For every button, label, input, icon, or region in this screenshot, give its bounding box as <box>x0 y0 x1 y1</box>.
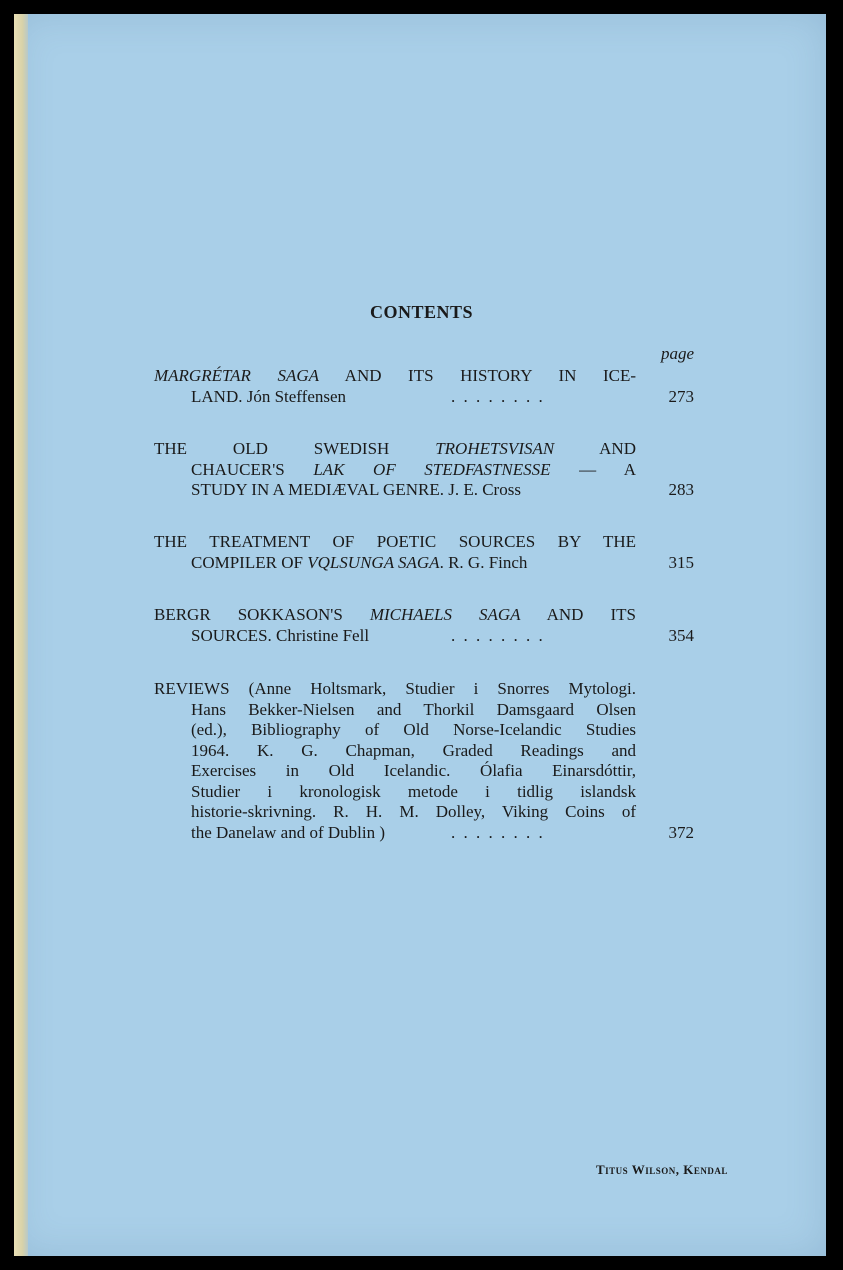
page-column-label: page <box>660 344 694 363</box>
dot-leader: . . . . . . . . <box>451 386 545 406</box>
toc-entry <box>154 605 694 646</box>
page-number: 372 <box>668 822 694 842</box>
entry-title-line: THE OLD SWEDISH TROHETSVISAN AND <box>154 439 636 458</box>
entry-author-line: SOURCES. Christine Fell . . . . . . . . 354 <box>191 625 694 645</box>
review-line: Exercises in Old Icelandic. Ólafia Einarsdóttir, <box>191 761 636 780</box>
entry-author-line: LAND. Jón Steffensen . . . . . . . . 273 <box>191 386 694 406</box>
page-number: 283 <box>668 480 694 499</box>
toc-entry <box>154 366 694 407</box>
toc-entry-reviews <box>154 679 694 843</box>
review-line: Hans Bekker-Nielsen and Thorkil Damsgaard Olsen <box>191 699 636 719</box>
entry-title-line: MARGRÉTAR SAGA AND ITS HISTORY IN ICE- <box>154 366 637 385</box>
contents-heading: CONTENTS <box>369 302 474 322</box>
review-line: historie-skrivning. R. H. M. Dolley, Viking Coins of <box>191 802 636 821</box>
entry-author-line: COMPILER OF VQLSUNGA SAGA. R. G. Finch 315 <box>191 552 694 572</box>
page-number: 315 <box>668 552 694 572</box>
page-number: 354 <box>668 625 694 645</box>
dot-leader: . . . . . . . . <box>451 625 545 645</box>
spine-edge <box>14 14 28 1256</box>
toc-entry <box>154 532 694 573</box>
entry-title-line: CHAUCER'S LAK OF STEDFASTNESSE — A <box>191 459 636 479</box>
entry-title-line: BERGR SOKKASON'S MICHAELS SAGA AND ITS <box>154 605 636 624</box>
printer-imprint: Titus Wilson, Kendal <box>596 1162 728 1177</box>
review-line: (ed.), Bibliography of Old Norse-Icelandic Studies <box>191 720 636 739</box>
review-last-line: the Danelaw and of Dublin ) . . . . . . . . 372 <box>191 822 694 842</box>
review-line: 1964. K. G. Chapman, Graded Readings and <box>191 740 636 760</box>
review-line: REVIEWS (Anne Holtsmark, Studier i Snorres Mytologi. <box>154 679 636 698</box>
toc-entry <box>154 439 694 501</box>
dot-leader: . . . . . . . . <box>451 822 545 842</box>
entry-title-line: THE TREATMENT OF POETIC SOURCES BY THE <box>154 532 636 551</box>
review-line: Studier i kronologisk metode i tidlig islandsk <box>191 781 636 801</box>
page-number: 273 <box>668 386 694 406</box>
entry-author-line: STUDY IN A MEDIÆVAL GENRE. J. E. Cross 283 <box>191 480 694 499</box>
